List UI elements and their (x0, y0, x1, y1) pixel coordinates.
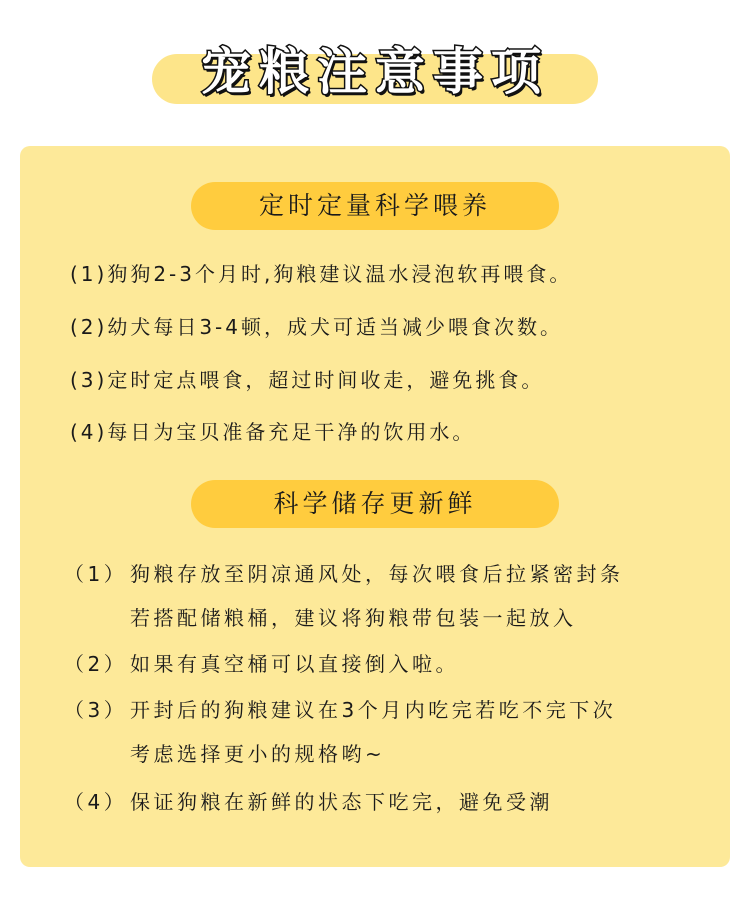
storage-tip-text (130, 642, 720, 686)
storage-tip-text (130, 780, 720, 824)
title-banner (0, 36, 750, 116)
storage-tip-text (130, 688, 720, 776)
section-heading-feeding: 定时定量科学喂养 (191, 182, 559, 230)
storage-tip-4 (64, 780, 724, 824)
storage-tip-line: 考虑选择更小的规格哟~ (130, 742, 386, 766)
storage-tip-line: 如果有真空桶可以直接倒入啦。 (130, 652, 459, 676)
storage-tip-number: （3） (64, 698, 128, 722)
section-heading-storage: 科学储存更新鲜 (191, 480, 559, 528)
feeding-tip-1: (1)狗狗2-3个月时,狗粮建议温水浸泡软再喂食。 (70, 262, 573, 286)
storage-tip-line: 狗粮存放至阴凉通风处，每次喂食后拉紧密封条 (130, 562, 624, 586)
storage-tip-2 (64, 642, 724, 686)
storage-tip-3 (64, 688, 724, 776)
page-title: 宠粮注意事项 (201, 43, 549, 101)
storage-tip-number: （2） (64, 652, 128, 676)
storage-tip-1 (64, 552, 724, 640)
storage-tip-line: 保证狗粮在新鲜的状态下吃完，避免受潮 (130, 790, 553, 814)
feeding-tip-2: (2)幼犬每日3-4顿，成犬可适当减少喂食次数。 (70, 315, 563, 339)
storage-tip-number: （4） (64, 790, 128, 814)
storage-tip-text (130, 552, 720, 640)
feeding-tip-4: (4)每日为宝贝准备充足干净的饮用水。 (70, 420, 476, 444)
storage-tip-number: （1） (64, 562, 128, 586)
content-panel (20, 146, 730, 867)
storage-tip-line: 若搭配储粮桶，建议将狗粮带包装一起放入 (130, 606, 577, 630)
storage-tip-line: 开封后的狗粮建议在3个月内吃完若吃不完下次 (130, 698, 617, 722)
feeding-tip-3: (3)定时定点喂食，超过时间收走，避免挑食。 (70, 368, 545, 392)
